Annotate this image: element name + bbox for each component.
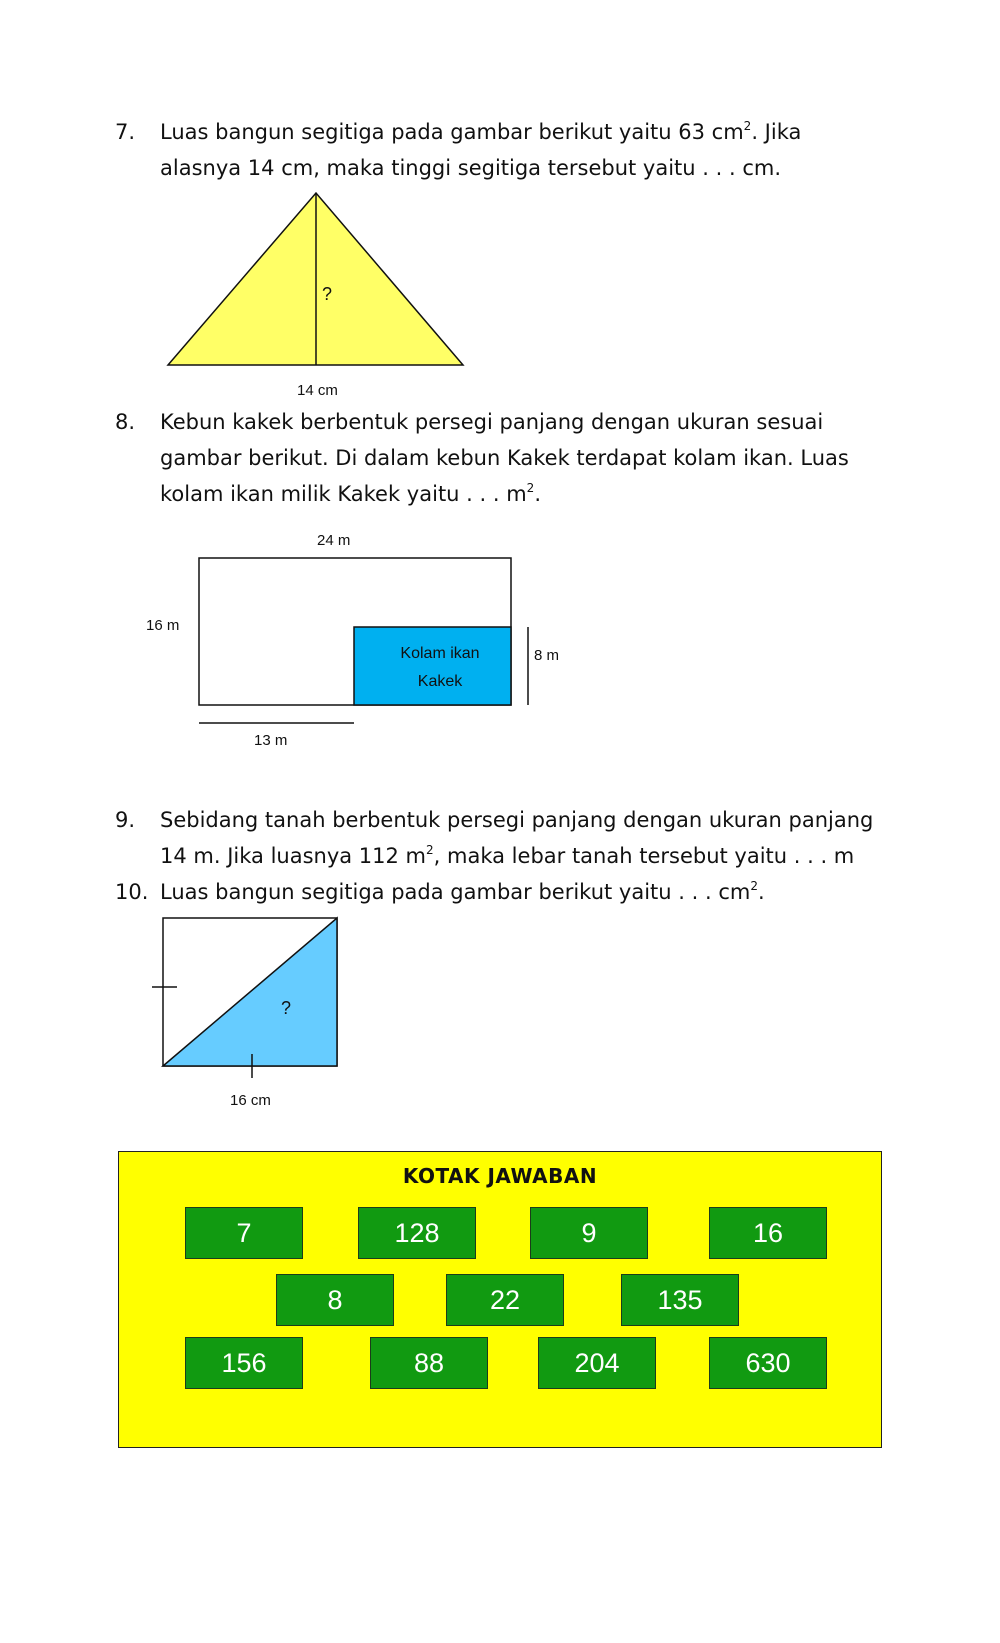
answer-option[interactable]: 9	[530, 1207, 648, 1259]
base-label: 16 cm	[230, 1092, 271, 1109]
answer-option[interactable]: 22	[446, 1274, 564, 1326]
question-text-line: gambar berikut. Di dalam kebun Kakek terdapat kolam ikan. Luas	[160, 446, 849, 470]
question-number: 10.	[115, 880, 149, 904]
question-number: 9.	[115, 808, 136, 832]
answer-option[interactable]: 7	[185, 1207, 303, 1259]
question-number: 8.	[115, 410, 136, 434]
inner-label: ?	[281, 998, 292, 1018]
question-text-line: Luas bangun segitiga pada gambar berikut yaitu . . . $cm^2$.	[160, 879, 765, 904]
question-text-line: 14 m. Jika luasnya 112 $m^2$, maka lebar tanah tersebut yaitu . . . m	[160, 843, 855, 868]
question-text-line: Sebidang tanah berbentuk persegi panjang dengan ukuran panjang	[160, 808, 874, 832]
answer-option[interactable]: 128	[358, 1207, 476, 1259]
height-label: ?	[322, 284, 333, 304]
answer-option[interactable]: 8	[276, 1274, 394, 1326]
pond-label-line: Kakek	[417, 673, 463, 690]
answer-option[interactable]: 135	[621, 1274, 739, 1326]
question-text-line: alasnya 14 cm, maka tinggi segitiga tersebut yaitu . . . cm.	[160, 156, 781, 180]
answer-option[interactable]: 16	[709, 1207, 827, 1259]
answer-option[interactable]: 156	[185, 1337, 303, 1389]
answer-option[interactable]: 88	[370, 1337, 488, 1389]
answer-option[interactable]: 204	[538, 1337, 656, 1389]
bottom-label: 13 m	[254, 732, 288, 749]
answer-box	[118, 1151, 882, 1448]
question-text-line: Luas bangun segitiga pada gambar berikut yaitu 63 $cm^2$. Jika	[160, 119, 802, 144]
question-text-line: kolam ikan milik Kakek yaitu . . . $m^2$.	[160, 481, 541, 506]
answer-box-title: KOTAK JAWABAN	[402, 1164, 598, 1188]
left-label: 16 m	[146, 617, 180, 634]
answer-option[interactable]: 630	[709, 1337, 827, 1389]
question-text-line: Kebun kakek berbentuk persegi panjang dengan ukuran sesuai	[160, 410, 824, 434]
pond-label-line: Kolam ikan	[400, 645, 480, 662]
top-label: 24 m	[317, 532, 351, 549]
question-number: 7.	[115, 120, 136, 144]
base-label: 14 cm	[297, 382, 338, 399]
right-label: 8 m	[534, 647, 560, 664]
